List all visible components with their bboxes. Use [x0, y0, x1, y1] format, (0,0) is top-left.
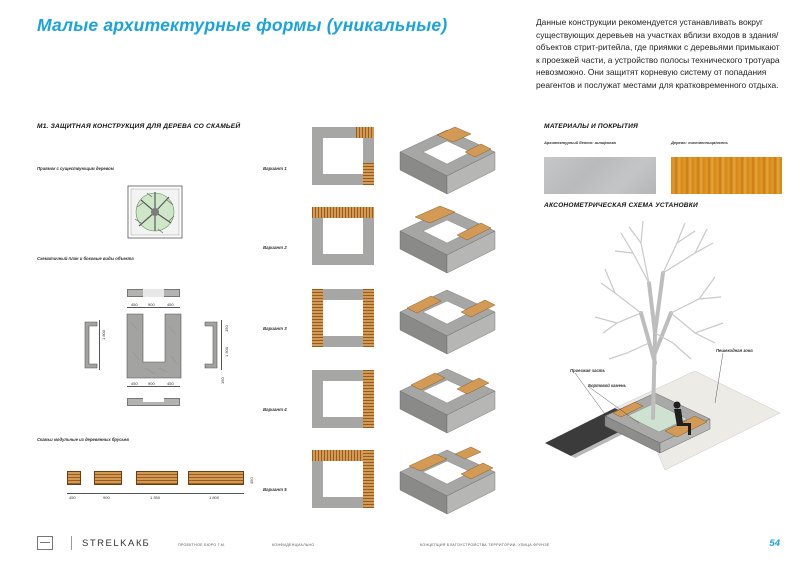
variant-plan-5 — [312, 450, 374, 508]
dim-bottom-2: 900 — [148, 381, 155, 386]
dim-top-2: 900 — [148, 302, 155, 307]
materials-heading: МАТЕРИАЛЫ И ПОКРЫТИЯ — [544, 123, 639, 130]
concrete-label: Архитектурный бетон: шлифовка — [544, 140, 616, 145]
label-pedestrian: Пешеходная зона — [716, 348, 753, 353]
dim-bottom-1: 450 — [131, 381, 138, 386]
pit-label: Приямок с существующим деревом — [37, 166, 114, 171]
variant-label-1: Вариант 1 — [263, 166, 287, 171]
dim-height-2: 1 300 — [224, 346, 229, 357]
top-elevation-gap — [143, 289, 164, 297]
variant-axon-2 — [395, 203, 500, 278]
m1-heading: М1. ЗАЩИТНАЯ КОНСТРУКЦИЯ ДЛЯ ДЕРЕВА СО СКАМЬЕЙ — [37, 123, 241, 130]
footer-logo-kb: КБ — [136, 538, 150, 549]
variant-label-3: Вариант 3 — [263, 326, 287, 331]
dim-150-a: 150 — [224, 325, 229, 332]
variant-plan-2 — [312, 207, 374, 265]
dim-bottom-3: 450 — [167, 381, 174, 386]
bench-450 — [67, 471, 81, 485]
variant-axon-3 — [395, 284, 500, 359]
left-side-view — [83, 320, 99, 370]
variant-label-4: Вариант 4 — [263, 407, 287, 412]
variant-plan-4 — [312, 370, 374, 428]
views-label: Схематичный план и боковые виды объекта — [37, 256, 134, 261]
footer-item-3: КОНЦЕПЦИЯ БЛАГОУСТРОЙСТВА ТЕРРИТОРИИ. УЛИЦА ФРУНЗЕ — [420, 543, 550, 547]
variant-axon-5 — [395, 444, 500, 519]
center-plan-u — [125, 312, 183, 380]
dim-line-bottom — [127, 386, 180, 387]
bench-1350 — [136, 471, 178, 485]
page-title: Малые архитектурные формы (уникальные) — [37, 15, 448, 35]
bottom-elevation-gap — [143, 398, 164, 402]
variant-axon-4 — [395, 363, 500, 438]
variant-label-2: Вариант 2 — [263, 245, 287, 250]
bench-1800 — [188, 471, 244, 485]
variant-label-5: Вариант 5 — [263, 487, 287, 492]
footer-item-1: ПРОЕКТНОЕ БЮРО Г.М. — [178, 543, 226, 547]
variant-plan-3 — [312, 289, 374, 347]
dim-line-top — [127, 307, 180, 308]
dim-150-b: 150 — [220, 377, 225, 384]
footer-item-2: КОНФИДЕНЦИАЛЬНО — [272, 543, 315, 547]
dim-line-right — [221, 320, 222, 370]
bench-dim-2: 900 — [103, 495, 110, 500]
dim-top-3: 450 — [167, 302, 174, 307]
bench-height: 450 — [249, 477, 254, 484]
intro-text: Данные конструкции рекомендуется устанавливать вокруг существующих деревьев на участках вблизи входов в здания/объектов стрит-ритейла, где приямки с деревьями примыкают к проезжей части, а устройство полосы технического тротуара невозможно. Они защитят корневую систему от попадания реагентов и послужат местами для кратковременного отдыха. — [536, 17, 780, 90]
label-roadway: Проезжая часть — [570, 368, 605, 373]
concrete-swatch — [544, 157, 656, 194]
label-curb: Бортовой камень — [588, 383, 626, 388]
dim-top-1: 450 — [131, 302, 138, 307]
page-number: 54 — [769, 538, 780, 549]
footer-logo-mark — [37, 536, 53, 550]
bench-dim-line — [67, 493, 244, 494]
footer-logo-text: STRELKA — [82, 538, 136, 549]
dim-height: 1 800 — [101, 329, 106, 340]
footer-divider — [71, 536, 72, 550]
variant-axon-1 — [395, 124, 500, 199]
bench-900 — [94, 471, 122, 485]
axon-heading: АКСОНОМЕТРИЧЕСКАЯ СХЕМА УСТАНОВКИ — [544, 202, 698, 209]
variant-plan-1 — [312, 127, 374, 185]
dim-line-left — [99, 320, 100, 370]
bench-dim-3: 1 350 — [150, 495, 161, 500]
wood-swatch — [671, 157, 782, 194]
right-side-view — [203, 320, 219, 370]
bench-dim-1: 450 — [69, 495, 76, 500]
wood-label: Дерево: лиственница/ясень — [671, 140, 728, 145]
tree-pit-plan — [125, 183, 187, 243]
bench-dim-4: 1 800 — [209, 495, 220, 500]
benches-label: Скамьи модульные из деревянных брусьев — [37, 437, 129, 442]
axon-scheme — [545, 213, 785, 475]
